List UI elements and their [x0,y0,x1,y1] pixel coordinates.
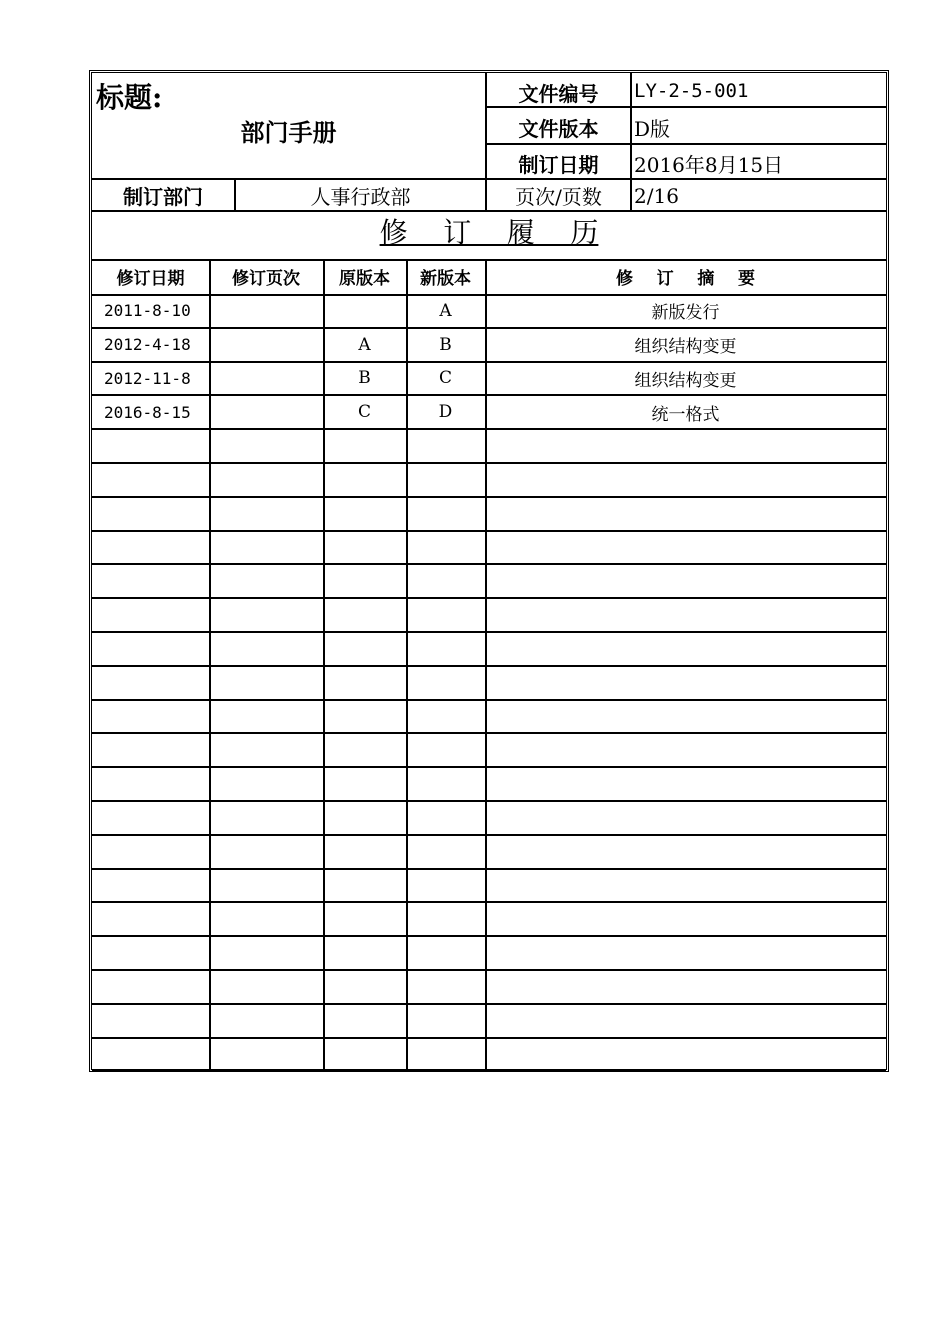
table-cell [102,970,209,1004]
table-cell [209,429,323,463]
table-cell [485,632,886,666]
row-rule [92,901,886,903]
table-cell [209,970,323,1004]
table-cell [102,429,209,463]
table-cell [406,497,485,531]
table-cell [323,835,406,869]
table-cell [102,531,209,565]
table-cell [323,632,406,666]
table-cell: 2012-11-8 [104,368,191,388]
table-cell [102,1038,209,1072]
doc-version-value: D版 [634,117,671,141]
row-rule [92,935,886,937]
table-cell [102,1004,209,1038]
row-rule [92,766,886,768]
table-cell [406,598,485,632]
table-cell [485,970,886,1004]
row-rule [92,868,886,870]
row-rule [92,294,886,296]
table-cell [323,767,406,801]
table-cell: 新版发行 [651,303,720,324]
table-cell [485,1038,886,1072]
table-cell [209,294,323,328]
table-cell [102,936,209,970]
revision-history-title-text: 修 订 履 历 [379,216,599,249]
table-cell [209,463,323,497]
table-cell [102,700,209,734]
table-cell [102,801,209,835]
table-cell [209,531,323,565]
table-cell: 2012-4-18 [104,335,191,355]
column-rule [485,259,487,1071]
table-cell [102,767,209,801]
page-value: 2/16 [634,183,679,208]
table-cell [485,531,886,565]
table-cell [102,733,209,767]
table-cell [485,801,886,835]
table-cell [323,1038,406,1072]
table-cell [209,1038,323,1072]
table-cell [406,767,485,801]
table-cell [406,970,485,1004]
table-cell [209,362,323,396]
table-cell [323,970,406,1004]
column-rule [406,259,408,1071]
column-rule [209,259,211,1071]
document-form [89,70,889,1072]
table-cell [323,598,406,632]
table-cell [209,598,323,632]
table-cell [485,902,886,936]
table-cell [485,463,886,497]
column-rule [323,259,325,1071]
table-cell [485,869,886,903]
table-cell [406,1038,485,1072]
table-cell [485,497,886,531]
row-rule [92,732,886,734]
row-rule [92,1003,886,1005]
table-cell [323,902,406,936]
table-cell [485,598,886,632]
table-cell [485,666,886,700]
row-rule [92,1037,886,1039]
table-cell [406,733,485,767]
table-cell [323,1004,406,1038]
table-cell [323,801,406,835]
table-cell [485,429,886,463]
table-cell [209,1004,323,1038]
table-cell [406,936,485,970]
table-cell: 2011-8-10 [104,301,191,321]
row-rule [92,563,886,565]
table-cell [485,733,886,767]
table-cell [406,835,485,869]
table-cell [209,869,323,903]
table-cell [323,666,406,700]
table-cell: B [439,334,452,355]
table-cell [102,497,209,531]
table-cell [406,463,485,497]
table-cell [102,564,209,598]
issue-date-label: 制订日期 [518,153,599,177]
table-cell [323,294,406,328]
revision-table [92,259,886,1072]
column-header: 修订页次 [232,269,300,289]
table-cell [209,936,323,970]
row-rule [92,530,886,532]
table-cell: A [358,334,371,355]
row-rule [92,496,886,498]
row-rule [92,800,886,802]
table-cell [485,1004,886,1038]
column-header: 原版本 [339,269,390,289]
table-cell: 组织结构变更 [634,370,737,391]
row-rule [92,428,886,430]
table-cell [485,767,886,801]
table-cell [209,902,323,936]
row-rule [92,834,886,836]
row-rule [92,597,886,599]
table-cell [209,733,323,767]
table-cell: B [358,368,371,389]
table-cell [102,835,209,869]
table-cell [209,564,323,598]
table-cell [102,869,209,903]
table-cell: 统一格式 [651,404,720,425]
table-cell [323,700,406,734]
issue-date-value: 2016年8月15日 [634,153,784,177]
table-cell [323,564,406,598]
row-rule [92,394,886,396]
table-cell [323,463,406,497]
table-cell [209,632,323,666]
table-cell: 组织结构变更 [634,337,737,358]
table-cell [485,936,886,970]
table-cell [323,936,406,970]
doc-version-label: 文件版本 [518,117,599,141]
doc-title: 部门手册 [240,117,337,147]
dept-label: 制订部门 [123,185,203,209]
row-rule [92,969,886,971]
table-cell: A [439,300,452,321]
table-cell [323,497,406,531]
revision-history-title [92,211,886,251]
table-cell [406,632,485,666]
doc-number-value: LY-2-5-001 [634,79,749,102]
table-cell [323,869,406,903]
table-cell [485,564,886,598]
table-cell [102,598,209,632]
column-header: 修 订 摘 要 [615,269,756,289]
table-cell [209,801,323,835]
row-rule [92,631,886,633]
table-cell [323,733,406,767]
table-cell [485,835,886,869]
row-rule [92,361,886,363]
table-cell [406,801,485,835]
table-cell [102,666,209,700]
table-cell [209,767,323,801]
table-cell: D [438,402,453,423]
table-cell [102,902,209,936]
row-rule [92,327,886,329]
table-cell [485,700,886,734]
table-cell [209,497,323,531]
table-cell [102,463,209,497]
row-rule [92,1070,886,1072]
table-cell [406,666,485,700]
table-cell [406,429,485,463]
row-rule [92,462,886,464]
table-cell [209,328,323,362]
column-header: 修订日期 [116,269,185,289]
table-cell [323,531,406,565]
table-cell [102,632,209,666]
table-cell [209,666,323,700]
table-cell [323,429,406,463]
table-cell [406,564,485,598]
table-cell [406,902,485,936]
page-label: 页次/页数 [515,185,602,209]
table-cell [209,700,323,734]
row-rule [92,665,886,667]
column-header: 新版本 [420,269,471,289]
table-cell [406,1004,485,1038]
table-cell [406,869,485,903]
table-cell [209,395,323,429]
table-cell: C [357,402,371,423]
row-rule [92,699,886,701]
table-cell: 2016-8-15 [104,402,191,422]
table-cell: C [438,368,452,389]
table-cell [209,835,323,869]
doc-number-label: 文件编号 [518,82,599,106]
table-cell [406,531,485,565]
table-cell [406,700,485,734]
dept-value: 人事行政部 [310,185,411,209]
title-label: 标题: [96,81,163,113]
